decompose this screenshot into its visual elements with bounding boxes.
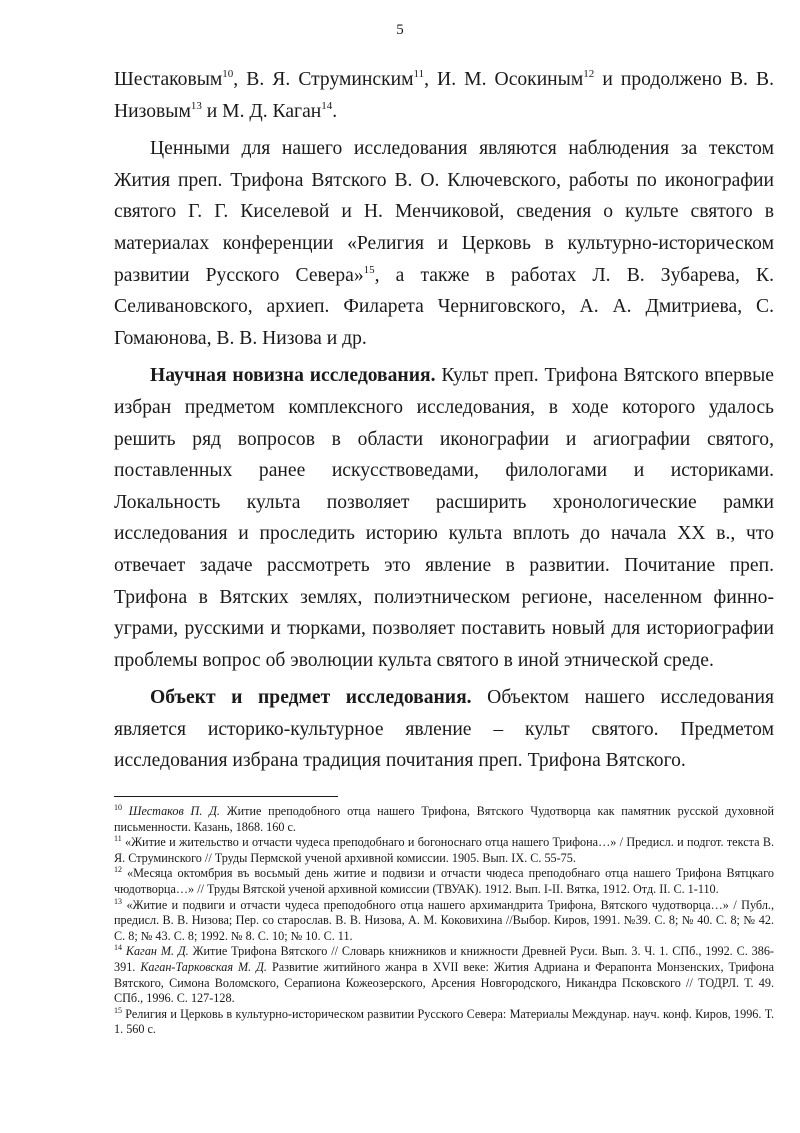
section-heading-object: Объект и предмет исследования.: [150, 687, 472, 709]
footnote-number: 15: [114, 1005, 122, 1015]
footnote-15: [114, 1007, 774, 1038]
footnote-10: [114, 804, 774, 835]
footnote-12: [114, 866, 774, 897]
footnotes: [114, 804, 774, 1038]
footnote-text: Житие преподобного отца нашего Трифона, Вятского Чудотворца как памятник русской духовной письменности. Казань, 1868. 160 с.: [114, 804, 775, 834]
footnote-separator: [114, 796, 338, 797]
footnote-text: «Житие и подвиги и отчасти чудеса преподобного отца нашего архимандрита Трифона, Вятского чудотворца…» / Публ., предисл. В. В. Низова; Пер. со старослав. В. В. Низова, А. М. Коковихина //Выбор. Киров, 1991. №39. С. 8; № 40. С. 8; № 42. С. 8; № 43. С. 8; 1992. № 8. С. 10; № 10. С. 11.: [114, 897, 774, 943]
text-run: Шестаковым: [114, 69, 223, 90]
footnote-14: [114, 944, 774, 1006]
footnote-number: 11: [114, 834, 122, 844]
footnote-text: Религия и Церковь в культурно-историческом развитии Русского Севера: Материалы Междунар. науч. конф. Киров, 1996. Т. 1. 560 с.: [114, 1006, 774, 1037]
paragraph-novelty: [114, 360, 774, 676]
footnote-11: [114, 835, 774, 866]
text-run: и М. Д. Каган: [201, 100, 322, 122]
paragraph-sources: [114, 133, 774, 354]
text-run: , И. М. Осокиным: [424, 69, 584, 90]
footnote-author: Каган-Тарковская М. Д.: [140, 959, 267, 974]
footnote-text: «Месяца октомбрия въ восьмый день житие и подвизи и отчасти чюдеса преподобнаго отца нашего Трифона Вятцкаго чюдотворца…» // Труды Вятской ученой архивной комиссии (ТВУАК). 1912. Вып. I-II. Вятка, 1912. Отд. II. С. 1-110.: [114, 866, 774, 896]
footnote-author: Шестаков П. Д.: [128, 804, 220, 818]
text-run: Культ преп. Трифона Вятского впервые избран предметом комплексного исследования, в ходе которого удалось решить ряд вопросов в области иконографии и агиографии святого, поставленных ранее искусствоведами, филологами и историками. Локальность культа позволяет расширить хронологические рамки исследования и проследить историю культа вплоть до начала XX в., что отвечает задаче рассмотреть это явление в развитии. Почитание преп. Трифона в Вятских землях, полиэтническом регионе, населенном финно-уграми, русскими и тюрками, позволяет поставить новый для историографии проблемы вопрос об эволюции культа святого в иной этнической среде.: [114, 365, 775, 671]
footnote-ref-10: 10: [222, 68, 234, 80]
footnote-number: 10: [114, 803, 122, 812]
footnote-text: «Житие и жительство и отчасти чудеса преподобнаго и богоноснаго отца нашего Трифона…» / Предисл. и подгот. текста В. Я. Струминского // Труды Пермской ученой архивной комиссии. 1905. Вып. IX. С. 55-75.: [114, 835, 774, 865]
footnote-author: Каган М. Д.: [125, 944, 189, 959]
footnote-ref-14: 14: [321, 99, 333, 112]
footnote-number: 13: [114, 896, 122, 906]
page-number: 5: [396, 22, 404, 38]
text-run: Ценными для нашего исследования являются наблюдения за текстом Жития преп. Трифона Вятского В. О. Ключевского, работы по иконографии святого Г. Г. Киселевой и Н. Менчиковой, сведения о культе святого в материалах конференции «Религия и Церковь в культурно-историческом развитии Русского Севера»: [114, 138, 774, 286]
footnote-number: 12: [114, 865, 122, 875]
footnote-ref-15: 15: [363, 263, 375, 276]
text-run: , В. Я. Струминским: [233, 69, 414, 90]
section-heading-novelty: Научная новизна исследования.: [150, 365, 436, 387]
text-run: .: [332, 100, 338, 122]
footnote-number: 14: [114, 943, 122, 953]
footnote-text: Развитие житийного жанра в XVII веке: Жития Адриана и Ферапонта Монзенских, Трифона Вятского, Симона Воломского, Серапиона Кожеозерского, Арсения Новгородского, Никандра Псковского // ТОДРЛ. Т. 49. СПб., 1996. С. 127-128.: [114, 959, 774, 1006]
footnote-text: Житие Трифона Вятского // Словарь книжников и книжности Древней Руси. Вып. 3. Ч. 1. СПб., 1992. С. 386-391.: [114, 944, 774, 974]
main-text: [114, 64, 774, 783]
paragraph-object: [114, 682, 774, 777]
footnote-ref-12: 12: [583, 68, 595, 80]
footnote-ref-13: 13: [190, 99, 202, 112]
footnote-ref-11: 11: [413, 68, 425, 80]
text-run: и продолжено В. В. Низовым: [114, 69, 774, 122]
footnote-13: [114, 898, 774, 945]
paragraph-continuation: [114, 64, 774, 127]
text-run: Объектом нашего исследования является историко-культурное явление – культ святого. Предметом исследования избрана традиция почитания преп. Трифона Вятского.: [114, 687, 775, 772]
text-run: , а также в работах Л. В. Зубарева, К. Селивановского, архиеп. Филарета Черниговского, А. А. Дмитриева, С. Гомаюнова, В. В. Низова и др.: [114, 264, 774, 349]
